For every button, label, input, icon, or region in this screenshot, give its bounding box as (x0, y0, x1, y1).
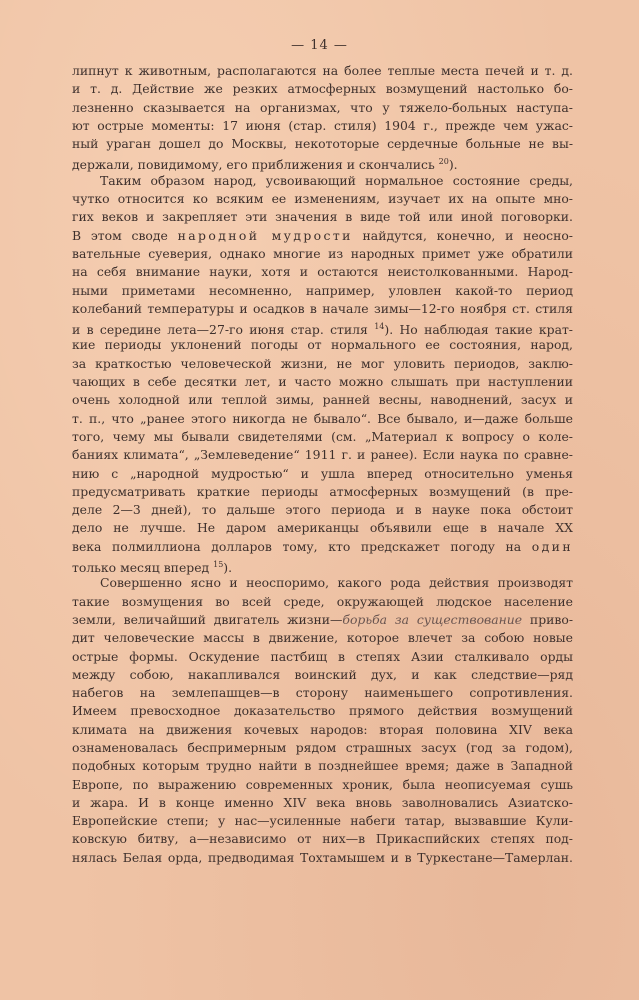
page-number: — 14 — (291, 38, 348, 53)
footnote-ref: 15 (213, 560, 224, 570)
text-segment: чутко относится ко всяким ее изменениям, изучает их на опыте мно- (72, 191, 573, 207)
text-line (72, 391, 573, 409)
text-line (72, 318, 573, 336)
text-segment: Таким образом народ, усвоивающий нормальное состояние среды, (100, 172, 573, 188)
text-segment: подобных которым трудно найти в позднейшее время; даже в Западной (72, 758, 573, 774)
text-segment: и жара. И в конце именно XIV века вновь заволновались Азиатско- (72, 794, 573, 810)
text-line (72, 794, 573, 812)
text-segment: того, чему мы бывали свидетелями (см. „Материал к вопросу о коле- (72, 428, 573, 444)
text-segment: нию с „народной мудростью“ и ушла вперед относительно уменья (72, 465, 573, 481)
text-segment: т. п., что „ранее этого никогда не бывало“. Все бывало, и—даже больше (72, 410, 573, 426)
text-segment: держали, повидимому, его приближения и скончались (72, 157, 439, 173)
text-segment: В этом своде (72, 227, 178, 243)
text-segment: дит человеческие массы в движение, которое влечет за собою новые (72, 630, 573, 646)
spaced-emphasis: один (531, 538, 573, 554)
text-segment: такие возмущения во всей среде, окружающей людское население (72, 593, 573, 609)
text-line (72, 812, 573, 830)
text-line (72, 648, 573, 666)
text-segment: острые формы. Оскудение пастбищ в степях Азии сталкивало орды (72, 648, 573, 664)
text-line (72, 684, 573, 702)
text-line (72, 80, 573, 98)
footnote-ref: 14 (374, 322, 385, 332)
text-segment: колебаний температуры и осадков в начале зимы—12-го ноября ст. стиля (72, 300, 573, 316)
text-line (72, 739, 573, 757)
text-line (72, 519, 573, 537)
text-segment: найдутся, конечно, и неосно- (352, 227, 573, 243)
text-segment: и в середине лета—27-го июня стар. стиля (72, 322, 375, 338)
text-segment: приво- (522, 611, 574, 627)
footnote-ref: 20 (438, 157, 449, 167)
text-segment: предусматривать краткие периоды атмосферных возмущений (в пре- (72, 483, 573, 499)
text-segment: на себя внимание науки, хотя и остаются неистолкованными. Народ- (72, 264, 573, 280)
text-line (72, 355, 573, 373)
text-line (72, 593, 573, 611)
text-line (72, 135, 573, 153)
text-line (72, 538, 573, 556)
text-segment: вательные суеверия, однако многие из народных примет уже обратили (72, 245, 573, 261)
text-segment: ознаменовалась беспримерным рядом страшных засух (год за годом), (72, 739, 573, 755)
text-line (72, 245, 573, 263)
text-line (72, 99, 573, 117)
body-text (72, 62, 573, 867)
spaced-emphasis: народной мудрости (177, 227, 353, 243)
text-segment: земли, величайший двигатель жизни— (72, 611, 343, 627)
text-segment: набегов на землепашцев—в сторону наименьшего сопротивления. (72, 685, 573, 701)
text-line (72, 336, 573, 354)
text-segment: ный ураган дошел до Москвы, некототорые сердечные больные не вы- (72, 136, 573, 152)
text-line (72, 227, 573, 245)
text-line (72, 172, 573, 190)
italic-text: борьба за существование (342, 611, 523, 627)
text-segment: за краткостью человеческой жизни, не мог уловить периодов, заклю- (72, 355, 573, 371)
text-line (72, 611, 573, 629)
text-line (72, 556, 573, 574)
text-line (72, 574, 573, 592)
text-line (72, 721, 573, 739)
text-segment: ). (448, 157, 458, 173)
text-segment: баниях климата“, „Землеведение“ 1911 г. и ранее). Если наука по сравне- (72, 447, 573, 463)
text-line (72, 117, 573, 135)
text-line (72, 190, 573, 208)
text-line (72, 483, 573, 501)
text-segment: дело не лучше. Не даром американцы объявили еще в начале XX (72, 520, 573, 536)
text-line (72, 446, 573, 464)
text-line (72, 629, 573, 647)
text-segment: и т. д. Действие же резких атмосферных возмущений настолько бо- (72, 81, 573, 97)
text-segment: кие периоды уклонений погоды от нормального ее состояния, народ, (72, 337, 573, 353)
text-line (72, 849, 573, 867)
text-segment: ). (223, 560, 233, 576)
text-line (72, 830, 573, 848)
text-segment: Европейские степи; у нас—усиленные набеги татар, вызвавшие Кули- (72, 813, 573, 829)
text-segment: между собою, накапливался воинский дух, и как следствие—ряд (72, 666, 573, 682)
text-segment: Европе, по выражению современных хроник, была неописуемая сушь (72, 776, 573, 792)
text-segment: ными приметами несомненно, например, уловлен какой-то период (72, 282, 573, 298)
text-segment: липнут к животным, располагаются на более теплые места печей и т. д. (72, 63, 573, 78)
text-segment: гих веков и закрепляет эти значения в виде той или иной поговорки. (72, 209, 573, 225)
text-segment: нялась Белая орда, предводимая Тохтамышем и в Туркестане—Тамерлан. (72, 849, 573, 865)
text-segment: только месяц вперед (72, 560, 214, 576)
text-line (72, 776, 573, 794)
text-line (72, 501, 573, 519)
text-line (72, 702, 573, 720)
text-line (72, 757, 573, 775)
text-line (72, 208, 573, 226)
text-line (72, 62, 573, 80)
text-segment: ковскую битву, а—независимо от них—в Прикаспийских степях под- (72, 831, 573, 847)
text-line (72, 300, 573, 318)
text-line (72, 410, 573, 428)
text-line (72, 282, 573, 300)
text-segment: климата на движения кочевых народов: вторая половина XIV века (72, 721, 573, 737)
text-segment: деле 2—3 дней), то дальше этого периода и в науке пока обстоит (72, 502, 573, 518)
text-line (72, 428, 573, 446)
text-segment: века полмиллиона долларов тому, кто предскажет погоду на (72, 538, 532, 554)
text-segment: Имеем превосходное доказательство прямого действия возмущений (72, 703, 573, 719)
text-segment: Совершенно ясно и неоспоримо, какого рода действия производят (100, 575, 573, 591)
text-line (72, 373, 573, 391)
text-line (72, 153, 573, 171)
text-segment: лезненно сказывается на организмах, что у тяжело-больных наступа- (72, 99, 573, 115)
text-line (72, 263, 573, 281)
text-segment: чающих в себе десятки лет, и часто можно слышать при наступлении (72, 374, 573, 390)
text-line (72, 465, 573, 483)
text-segment: ). Но наблюдая такие крат- (384, 322, 573, 338)
text-segment: очень холодной или теплой зимы, ранней весны, наводнений, засух и (72, 392, 573, 408)
text-line (72, 666, 573, 684)
text-segment: ют острые моменты: 17 июня (стар. стиля) 1904 г., прежде чем ужас- (72, 117, 573, 133)
